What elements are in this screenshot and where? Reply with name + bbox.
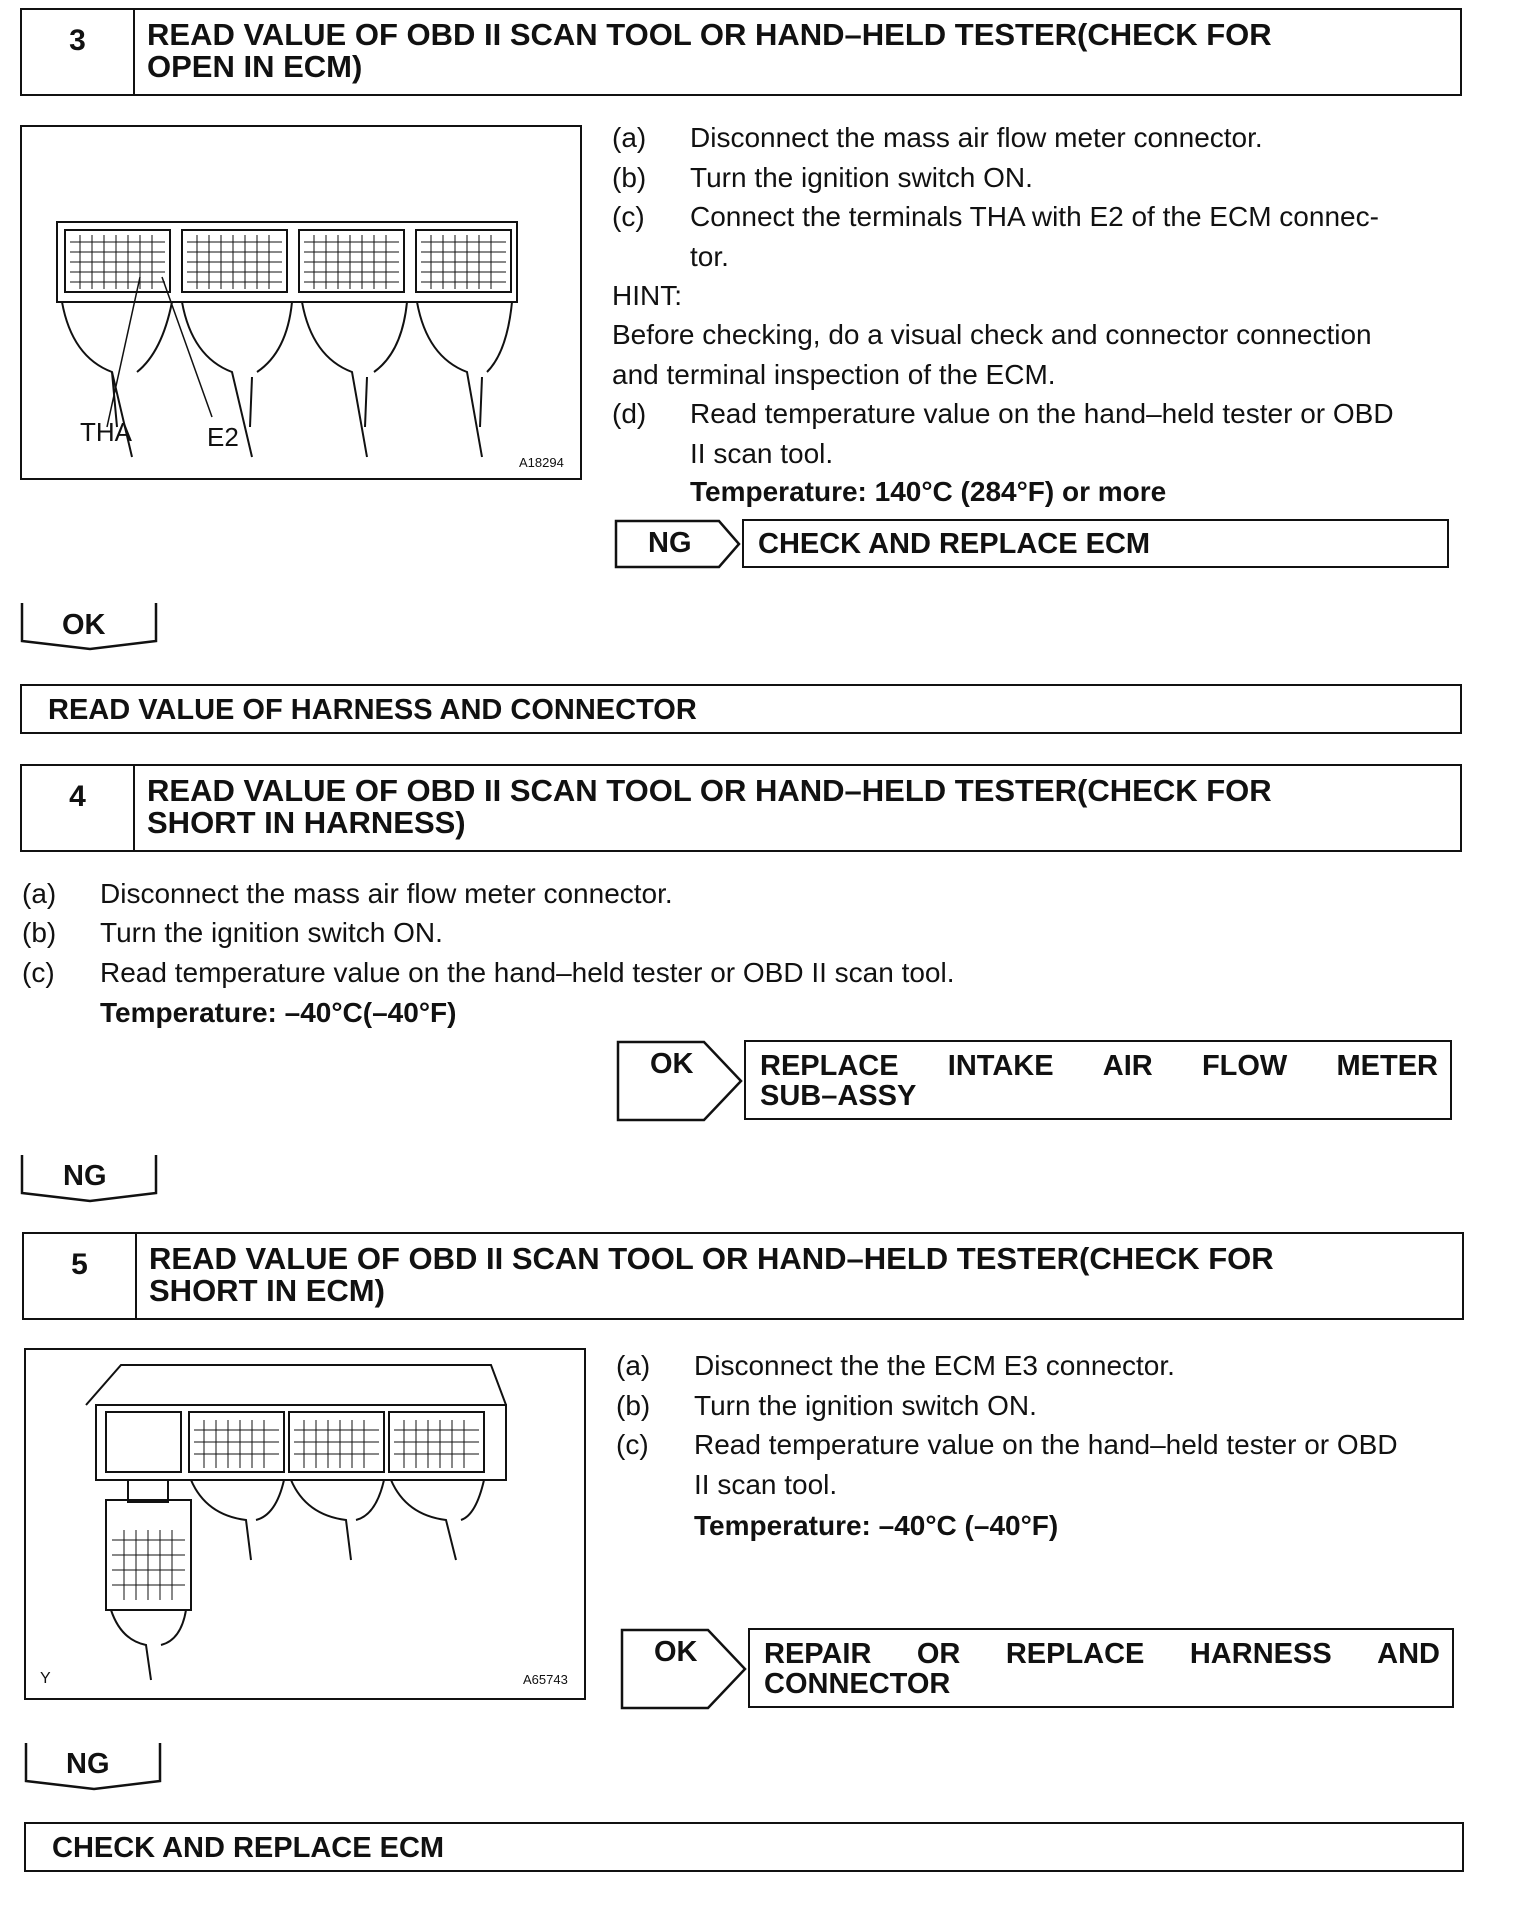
ok-label: OK — [654, 1636, 698, 1668]
step-title-line: SHORT IN HARNESS) — [147, 805, 466, 840]
ok-result-word: REPAIR — [764, 1638, 872, 1670]
hint-text-line: Before checking, do a visual check and connector connection — [612, 319, 1372, 350]
step-5-header — [22, 1232, 1464, 1320]
item-text: Turn the ignition switch ON. — [694, 1390, 1037, 1421]
item-text: Turn the ignition switch ON. — [690, 162, 1033, 193]
ok-result-word: REPLACE — [1005, 1638, 1145, 1670]
step-number: 4 — [22, 766, 135, 850]
step-5-item-a — [616, 1348, 1175, 1384]
ok-result-word: INTAKE — [947, 1050, 1054, 1082]
figure-code: A65743 — [523, 1672, 568, 1687]
item-text: Read temperature value on the hand–held tester or OBD — [690, 398, 1394, 429]
item-text: Turn the ignition switch ON. — [100, 917, 443, 948]
item-text: Connect the terminals THA with E2 of the ECM connec- — [690, 201, 1379, 232]
item-text: Read temperature value on the hand–held tester or OBD II scan tool. — [100, 957, 955, 988]
step-title-line: OPEN IN ECM) — [147, 49, 363, 84]
ng-result-box: CHECK AND REPLACE ECM — [742, 519, 1449, 568]
ok-result-word: METER — [1336, 1050, 1438, 1082]
ng-label: NG — [63, 1160, 107, 1192]
ng-label: NG — [648, 527, 692, 559]
ok-label: OK — [650, 1048, 694, 1080]
step-3-item-d — [612, 396, 1394, 432]
step-3-item-c-cont: tor. — [690, 241, 729, 272]
item-label: (d) — [612, 398, 647, 429]
item-label: (b) — [22, 917, 57, 948]
ecm-connector-figure — [20, 125, 582, 480]
temperature-spec: Temperature: –40°C(–40°F) — [100, 997, 457, 1028]
item-label: (c) — [616, 1429, 649, 1460]
step-4-item-b — [22, 915, 443, 951]
temperature-spec: Temperature: –40°C (–40°F) — [694, 1510, 1059, 1541]
step-title-line: READ VALUE OF OBD II SCAN TOOL OR HAND–HELD TESTER(CHECK FOR — [147, 773, 1272, 808]
ok-result-word: AIR — [1102, 1050, 1153, 1082]
step-number: 5 — [24, 1234, 137, 1318]
ecm-e3-connector-figure — [24, 1348, 586, 1700]
ok-result-box — [744, 1040, 1452, 1120]
item-label: (a) — [612, 122, 647, 153]
ok-result-word: REPLACE — [760, 1050, 899, 1082]
step-3-item-c — [612, 199, 1379, 235]
item-text: Read temperature value on the hand–held tester or OBD — [694, 1429, 1398, 1460]
ok-result-line: CONNECTOR — [764, 1668, 951, 1700]
harness-connector-banner: READ VALUE OF HARNESS AND CONNECTOR — [20, 684, 1462, 734]
item-label: (c) — [612, 201, 645, 232]
hint-label: HINT: — [612, 280, 682, 311]
item-label: (a) — [616, 1350, 651, 1381]
hint-text-line: and terminal inspection of the ECM. — [612, 359, 1056, 390]
step-3-item-a — [612, 120, 1263, 156]
step-number: 3 — [22, 10, 135, 94]
step-4-item-a — [22, 876, 673, 912]
ng-label: NG — [66, 1748, 110, 1780]
ok-result-line — [760, 1051, 1438, 1081]
step-5-item-b — [616, 1388, 1037, 1424]
figure-code: A18294 — [519, 455, 564, 470]
item-label: (b) — [612, 162, 647, 193]
ok-result-line — [764, 1639, 1440, 1669]
temperature-spec: Temperature: 140°C (284°F) or more — [690, 476, 1167, 507]
step-title — [137, 1234, 1462, 1318]
step-title-line: SHORT IN ECM) — [149, 1273, 385, 1308]
item-text: Disconnect the the ECM E3 connector. — [694, 1350, 1175, 1381]
step-3-item-d-cont: II scan tool. — [690, 438, 834, 469]
step-5-item-c-cont: II scan tool. — [694, 1469, 838, 1500]
step-3-item-b — [612, 160, 1033, 196]
step-3-header — [20, 8, 1462, 96]
item-text: Disconnect the mass air flow meter connector. — [690, 122, 1263, 153]
tha-label: THA — [80, 417, 132, 447]
ok-result-box — [748, 1628, 1454, 1708]
step-4-header — [20, 764, 1462, 852]
ok-label: OK — [62, 609, 106, 641]
ok-result-word: HARNESS — [1189, 1638, 1332, 1670]
ok-result-line: SUB–ASSY — [760, 1080, 917, 1112]
step-5-item-c — [616, 1427, 1398, 1463]
item-label: (b) — [616, 1390, 651, 1421]
ecm-e3-connector-illustration — [26, 1350, 583, 1697]
step-title — [135, 766, 1460, 850]
ok-result-word: FLOW — [1201, 1050, 1288, 1082]
step-4-item-c — [22, 955, 955, 991]
ok-result-word: OR — [916, 1638, 961, 1670]
step-title-line: READ VALUE OF OBD II SCAN TOOL OR HAND–HELD TESTER(CHECK FOR — [149, 1241, 1274, 1276]
step-title-line: READ VALUE OF OBD II SCAN TOOL OR HAND–HELD TESTER(CHECK FOR — [147, 17, 1272, 52]
y-label: Y — [40, 1670, 51, 1687]
item-text: Disconnect the mass air flow meter connector. — [100, 878, 673, 909]
ok-result-word: AND — [1377, 1638, 1440, 1670]
replace-ecm-banner: CHECK AND REPLACE ECM — [24, 1822, 1464, 1872]
item-label: (a) — [22, 878, 57, 909]
item-label: (c) — [22, 957, 55, 988]
e2-label: E2 — [207, 422, 239, 452]
step-title — [135, 10, 1460, 94]
